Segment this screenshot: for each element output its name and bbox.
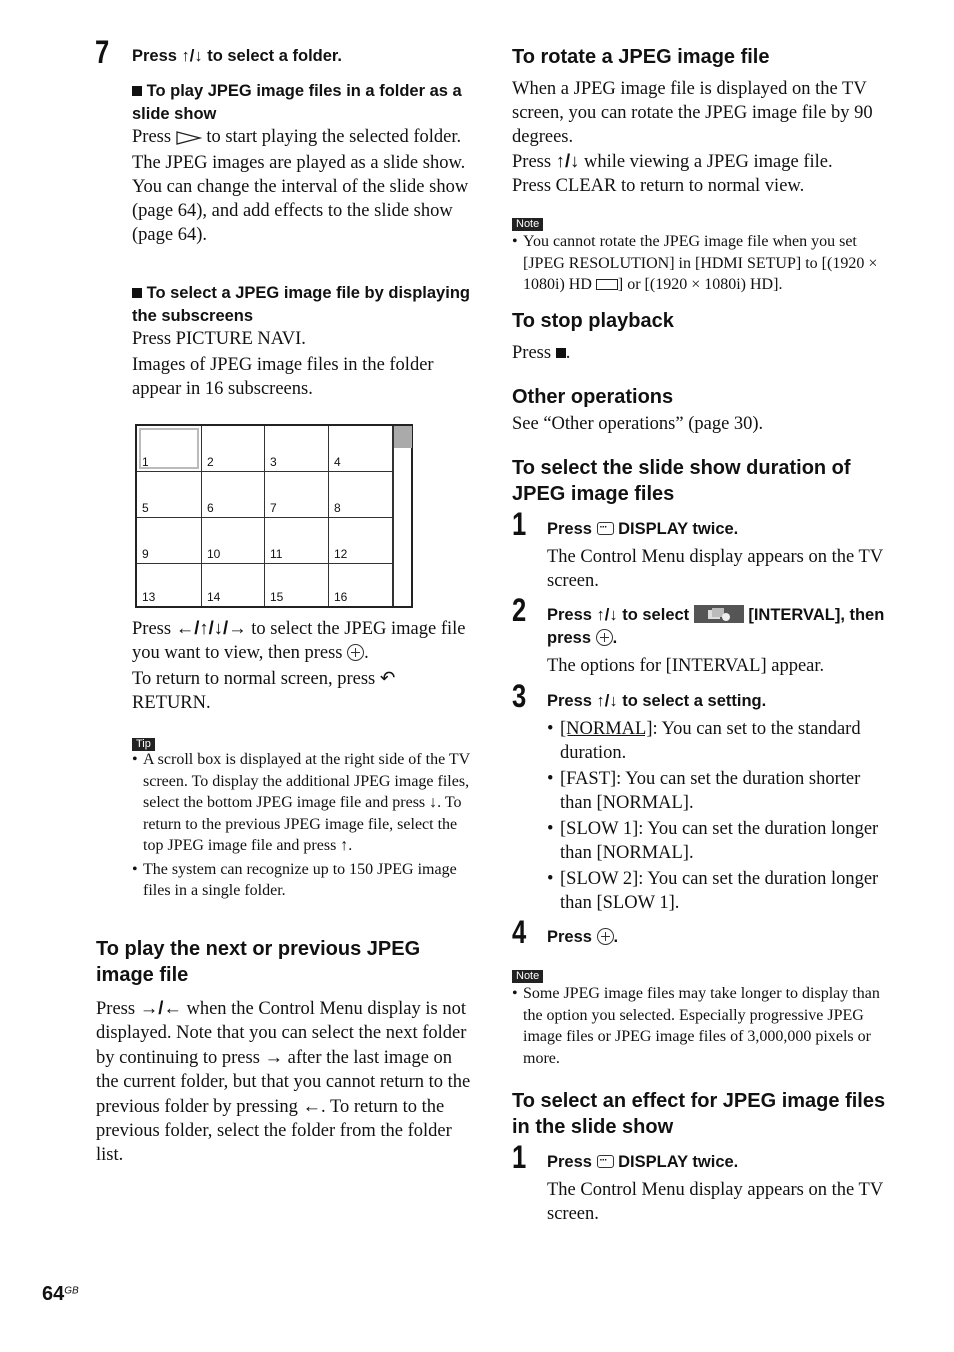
slide-show-text — [132, 125, 472, 247]
text: to select the JPEG image file you want to view, then press — [132, 619, 466, 663]
scroll-thumb — [394, 426, 412, 448]
cell-label: 12 — [334, 547, 348, 561]
heading-text: To play JPEG image files in a folder as a slide show — [132, 82, 462, 123]
paragraph — [132, 667, 472, 715]
paragraph — [132, 125, 472, 149]
setting-options — [547, 717, 882, 915]
grid-cell — [265, 518, 329, 564]
text: . — [613, 928, 619, 946]
step-number: 7 — [95, 34, 110, 70]
text: to start playing the selected folder. — [201, 127, 462, 147]
return-icon: ↶ — [379, 669, 396, 689]
grid-cell — [202, 564, 265, 606]
cell-label: 8 — [334, 501, 341, 515]
note-list — [512, 983, 884, 1069]
subscreen-grid — [135, 424, 413, 608]
cell-label: 9 — [142, 547, 149, 561]
page-number-value: 64 — [42, 1283, 65, 1305]
section-heading: To rotate a JPEG image file — [512, 46, 770, 68]
right-arrow-icon: → — [264, 1046, 284, 1067]
paragraph: Press CLEAR to return to normal view. — [512, 176, 805, 196]
text: after the last image on the current folder, but that you cannot return to the previous folder by pressing — [96, 1048, 471, 1117]
cell-label: 14 — [207, 590, 221, 604]
text: when the Control Menu display is not displayed. Note that you can select the next folder by continuing to press — [96, 999, 467, 1068]
step-number: 2 — [512, 592, 527, 628]
grid-cell — [265, 472, 329, 518]
step-instruction — [547, 1151, 892, 1174]
text: Press — [512, 152, 556, 172]
text: . — [364, 643, 369, 663]
note-label — [512, 214, 543, 232]
text: DISPLAY twice. — [613, 520, 739, 538]
text: DISPLAY twice. — [613, 1153, 739, 1171]
paragraph — [512, 149, 892, 174]
page-number — [42, 1283, 79, 1306]
subscreen-text — [132, 327, 472, 401]
text: Press — [132, 127, 176, 147]
square-bullet-icon — [132, 86, 142, 96]
enter-button-icon — [597, 928, 614, 945]
note-tag: Note — [512, 970, 543, 983]
paragraph: Images of JPEG image files in the folder appear in 16 subscreens. — [132, 355, 434, 399]
text: to select — [617, 606, 694, 624]
text: Press — [132, 47, 182, 65]
text: . — [612, 629, 618, 647]
arrow-icon: ↑/↓ — [596, 692, 618, 710]
tip-item: • The system can recognize up to 150 JPEG image files in a single folder. — [132, 859, 472, 902]
text: . To return to the previous folder, select the folder from the folder list. — [96, 1097, 452, 1165]
text: to select a folder. — [202, 47, 343, 65]
display-button-icon — [597, 1155, 614, 1168]
tip-tag: Tip — [132, 738, 155, 751]
text: [INTERVAL], then press — [547, 606, 885, 647]
default-option: [NORMAL] — [560, 719, 653, 739]
grid-cell — [137, 564, 202, 606]
grid-cell — [329, 518, 393, 564]
text: Press — [547, 606, 597, 624]
section-heading — [132, 282, 472, 328]
stop-text — [512, 341, 892, 365]
next-prev-text — [96, 996, 472, 1167]
stop-icon — [556, 348, 566, 358]
note-tag: Note — [512, 218, 543, 231]
step-number: 3 — [512, 678, 527, 714]
grid-cell — [329, 472, 393, 518]
step-instruction — [547, 690, 892, 713]
step-instruction — [547, 518, 892, 541]
cell-label: 15 — [270, 590, 284, 604]
arrow-icon: →/← — [139, 997, 182, 1018]
paragraph: Press PICTURE NAVI. — [132, 329, 306, 349]
text: : You can set to the standard duration. — [560, 719, 861, 763]
grid-cell — [265, 564, 329, 606]
arrow-icon: ↑/↓ — [555, 150, 580, 171]
other-text: See “Other operations” (page 30). — [512, 414, 764, 434]
grid-cell — [202, 518, 265, 564]
cell-label: 11 — [270, 547, 283, 561]
grid-cell — [137, 518, 202, 564]
step-result: The Control Menu display appears on the TV screen. — [547, 547, 883, 591]
note-item: • Some JPEG image files may take longer to display than the option you selected. Especially progressive JPEG image files or JPEG image files of 3,000,000 pixels or more. — [512, 983, 884, 1069]
text: Press — [96, 999, 140, 1019]
text: Press — [547, 692, 597, 710]
grid-cell — [202, 426, 265, 472]
paragraph — [132, 616, 472, 665]
text: ] or [(1920 × 1080i) HD]. — [617, 276, 783, 293]
grid-cell — [329, 564, 393, 606]
cell-label: 2 — [207, 455, 214, 469]
tip-list — [132, 749, 472, 902]
cell-label: 4 — [334, 455, 341, 469]
section-heading: To play the next or previous JPEG image file — [96, 938, 421, 986]
text: . To return to the previous JPEG image file, select the top JPEG image file and press — [143, 794, 462, 854]
note-list — [512, 231, 884, 296]
step-result: The Control Menu display appears on the TV screen. — [547, 1180, 883, 1224]
up-arrow-icon: ↑ — [340, 837, 349, 854]
step-result: The options for [INTERVAL] appear. — [547, 656, 825, 676]
option-item: • [SLOW 2]: You can set the duration longer than [SLOW 1]. — [547, 867, 882, 915]
cell-label: 13 — [142, 590, 156, 604]
text: to select a setting. — [617, 692, 767, 710]
page-suffix: GB — [64, 1285, 79, 1297]
text: To return to normal screen, press — [132, 669, 380, 689]
text: Press — [547, 1153, 597, 1171]
step-number: 1 — [512, 1139, 527, 1175]
arrow-icon: ↑/↓ — [596, 606, 618, 624]
rotate-text — [512, 77, 892, 198]
enter-button-icon — [596, 629, 613, 646]
cell-label: 7 — [270, 501, 277, 515]
cell-label: 6 — [207, 501, 214, 515]
text: RETURN. — [132, 693, 211, 713]
section-heading: Other operations — [512, 386, 674, 408]
text: Press — [547, 928, 597, 946]
step-number: 4 — [512, 914, 527, 950]
cell-label: 3 — [270, 455, 277, 469]
tip-item — [132, 749, 472, 857]
arrow-icon: ↑/↓ — [181, 47, 203, 65]
grid-instruction — [132, 616, 472, 715]
screen-frame-icon — [596, 279, 618, 290]
grid-cell — [265, 426, 329, 472]
cell-label: 10 — [207, 547, 221, 561]
option-item: • [SLOW 1]: You can set the duration longer than [NORMAL]. — [547, 817, 882, 865]
scroll-track — [393, 426, 412, 606]
text: You cannot rotate the JPEG image file when you set [JPEG RESOLUTION] in [HDMI SETUP] to [(1920 × 1080i) HD — [523, 233, 878, 293]
interval-icon — [694, 605, 744, 623]
note-item — [512, 231, 884, 296]
text: Press — [547, 520, 597, 538]
step-instruction — [547, 926, 892, 949]
option-item — [547, 717, 882, 765]
text: . — [348, 837, 353, 854]
cell-label: 5 — [142, 501, 149, 515]
step-instruction — [132, 45, 472, 68]
option-item: • [FAST]: You can set the duration shorter than [NORMAL]. — [547, 767, 882, 815]
step-number: 1 — [512, 506, 527, 542]
section-heading: To select the slide show duration of JPEG image files — [512, 457, 851, 505]
grid-cell — [329, 426, 393, 472]
square-bullet-icon — [132, 288, 142, 298]
left-arrow-icon: ← — [302, 1095, 322, 1116]
cell-label: 16 — [334, 590, 348, 604]
heading-text: To select a JPEG image file by displaying the subscreens — [132, 284, 470, 325]
section-heading: To stop playback — [512, 310, 674, 332]
paragraph: When a JPEG image file is displayed on the TV screen, you can rotate the JPEG image file by 90 degrees. — [512, 79, 873, 147]
grid-cell — [137, 472, 202, 518]
display-button-icon — [597, 522, 614, 535]
grid-cell — [202, 472, 265, 518]
enter-button-icon — [347, 644, 364, 661]
section-heading — [132, 80, 472, 126]
text: A scroll box is displayed at the right side of the TV screen. To display the additional JPEG image files, select the bottom JPEG image file and press — [143, 751, 470, 811]
arrow-icon: ←/↑/↓/→ — [175, 617, 247, 638]
cell-label: 1 — [142, 455, 149, 469]
play-icon — [176, 131, 202, 145]
text: Press — [512, 343, 556, 363]
section-heading: To select an effect for JPEG image files in the slide show — [512, 1090, 886, 1138]
grid-cell — [137, 426, 202, 472]
down-arrow-icon: ↓ — [429, 794, 438, 811]
text: . — [565, 343, 571, 363]
paragraph: The JPEG images are played as a slide show. You can change the interval of the slide show (page 64), and add effects to the slide show (page 64). — [132, 153, 469, 245]
text: Press — [132, 619, 176, 639]
note-label — [512, 966, 543, 984]
step-instruction — [547, 604, 892, 650]
text: while viewing a JPEG image file. — [579, 152, 833, 172]
